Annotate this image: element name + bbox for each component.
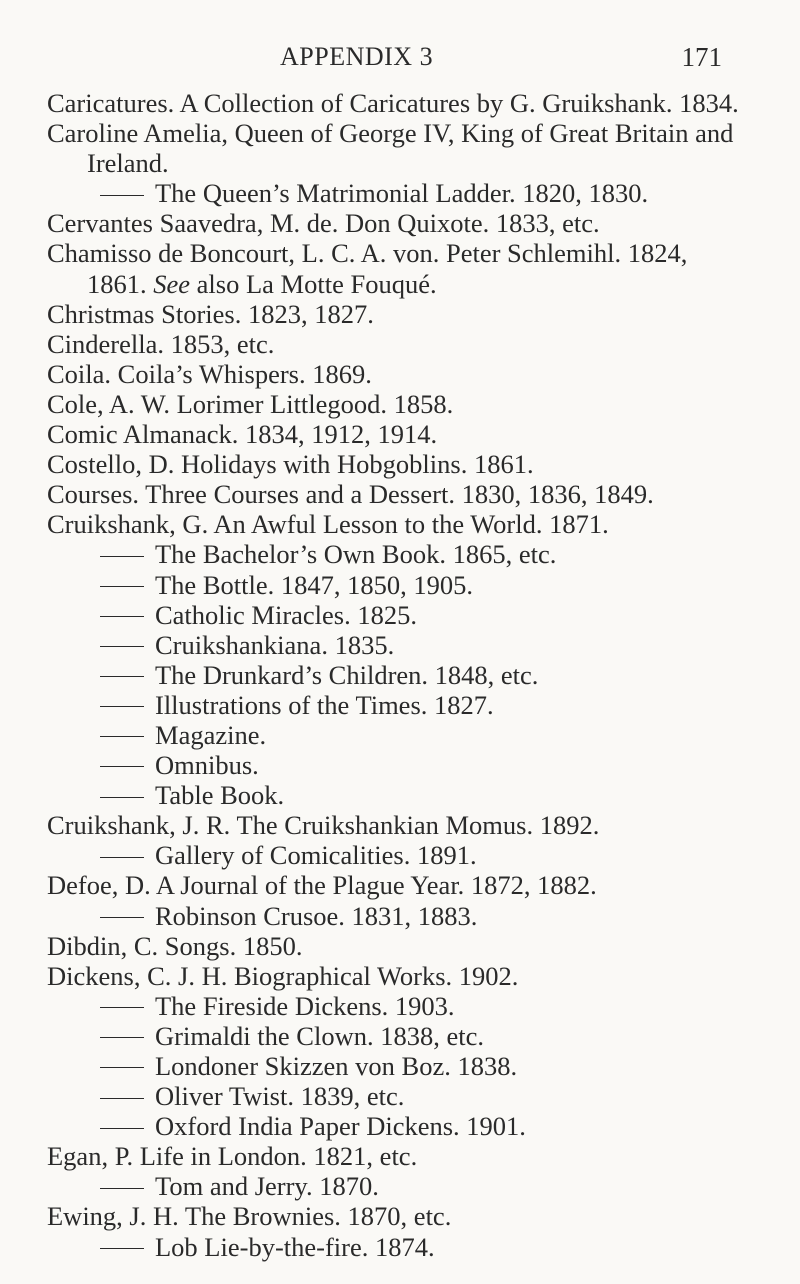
sub-entry xyxy=(47,750,747,780)
entry-text: Caricatures. A Collection of Caricatures by G. Gruikshank. 1834. xyxy=(47,88,739,118)
main-entry xyxy=(47,359,747,389)
ditto-dash xyxy=(100,195,144,196)
entry-text: Chamisso de Boncourt, L. C. A. von. Peter Schlemihl. 1824, 1861. xyxy=(47,238,688,299)
main-entry xyxy=(47,389,747,419)
entry-text: Magazine. xyxy=(155,719,267,750)
entry-text: Dibdin, C. Songs. 1850. xyxy=(47,930,303,961)
ditto-dash xyxy=(100,616,144,617)
entry-text: Christmas Stories. 1823, 1827. xyxy=(47,298,374,329)
entry-text: Table Book. xyxy=(155,780,285,811)
entry-text: Gallery of Comicalities. 1891. xyxy=(155,840,477,871)
entry-text: The Drunkard’s Children. 1848, etc. xyxy=(155,659,539,690)
ditto-dash xyxy=(100,736,144,737)
entry-text: Cervantes Saavedra, M. de. Don Quixote. 1833, etc. xyxy=(47,208,600,239)
sub-entry xyxy=(47,539,747,569)
ditto-dash xyxy=(100,586,144,587)
ditto-dash xyxy=(100,917,144,918)
entry-text: Grimaldi the Clown. 1838, etc. xyxy=(155,1020,484,1051)
main-entry xyxy=(47,118,747,178)
main-entry xyxy=(47,810,747,840)
entry-text: Cole, A. W. Lorimer Littlegood. 1858. xyxy=(47,388,454,419)
main-entry xyxy=(47,299,747,329)
ditto-dash xyxy=(100,676,144,677)
main-entry xyxy=(47,1201,747,1231)
entry-text: Oliver Twist. 1839, etc. xyxy=(155,1081,405,1112)
entry-text: Courses. Three Courses and a Dessert. 1830, 1836, 1849. xyxy=(47,479,654,510)
sub-entry xyxy=(47,1111,747,1141)
bibliography-list xyxy=(47,88,747,1262)
running-head: APPENDIX 3 xyxy=(280,42,434,71)
ditto-dash xyxy=(100,1248,144,1249)
sub-entry xyxy=(47,1051,747,1081)
entry-text: Robinson Crusoe. 1831, 1883. xyxy=(155,900,478,931)
entry-text: The Queen’s Matrimonial Ladder. 1820, 1830. xyxy=(155,178,649,209)
entry-text: Costello, D. Holidays with Hobgoblins. 1861. xyxy=(47,449,534,480)
entry-text: Ewing, J. H. The Brownies. 1870, etc. xyxy=(47,1201,452,1232)
ditto-dash xyxy=(100,797,144,798)
sub-entry xyxy=(47,901,747,931)
see-reference: See xyxy=(153,268,191,299)
ditto-dash xyxy=(100,1007,144,1008)
ditto-dash xyxy=(100,1188,144,1189)
entry-text: Comic Almanack. 1834, 1912, 1914. xyxy=(47,419,438,450)
see-reference-target: also La Motte Fouqué. xyxy=(190,268,437,299)
ditto-dash xyxy=(100,1067,144,1068)
sub-entry xyxy=(47,780,747,810)
main-entry xyxy=(47,208,747,238)
page-number: 171 xyxy=(681,42,722,72)
ditto-dash xyxy=(100,857,144,858)
sub-entry xyxy=(47,1021,747,1051)
ditto-dash xyxy=(100,706,144,707)
entry-text: Cruikshankiana. 1835. xyxy=(155,629,395,660)
entry-text: Cruikshank, G. An Awful Lesson to the World. 1871. xyxy=(47,509,609,540)
main-entry xyxy=(47,1141,747,1171)
entry-text: The Fireside Dickens. 1903. xyxy=(155,990,455,1021)
main-entry xyxy=(47,479,747,509)
sub-entry xyxy=(47,600,747,630)
main-entry xyxy=(47,931,747,961)
entry-text: Coila. Coila’s Whispers. 1869. xyxy=(47,358,372,389)
sub-entry xyxy=(47,840,747,870)
main-entry xyxy=(47,329,747,359)
sub-entry xyxy=(47,1171,747,1201)
entry-text: Dickens, C. J. H. Biographical Works. 1902. xyxy=(47,960,519,991)
ditto-dash xyxy=(100,766,144,767)
main-entry xyxy=(47,419,747,449)
main-entry xyxy=(47,88,747,118)
sub-entry xyxy=(47,660,747,690)
main-entry xyxy=(47,238,747,298)
entry-text: Omnibus. xyxy=(155,750,259,781)
ditto-dash xyxy=(100,646,144,647)
page-header xyxy=(0,42,800,82)
ditto-dash xyxy=(100,1128,144,1129)
ditto-dash xyxy=(100,1037,144,1038)
entry-text: Defoe, D. A Journal of the Plague Year. 1872, 1882. xyxy=(47,870,597,901)
entry-text: Lob Lie-by-the-fire. 1874. xyxy=(155,1231,435,1262)
sub-entry xyxy=(47,720,747,750)
sub-entry xyxy=(47,630,747,660)
entry-text: Illustrations of the Times. 1827. xyxy=(155,689,494,720)
entry-text: Oxford India Paper Dickens. 1901. xyxy=(155,1111,526,1142)
sub-entry xyxy=(47,1081,747,1111)
entry-text: Egan, P. Life in London. 1821, etc. xyxy=(47,1141,418,1172)
entry-text: Cruikshank, J. R. The Cruikshankian Momus. 1892. xyxy=(47,810,600,841)
sub-entry xyxy=(47,991,747,1021)
sub-entry xyxy=(47,570,747,600)
sub-entry xyxy=(47,178,747,208)
ditto-dash xyxy=(100,1098,144,1099)
entry-text: Caroline Amelia, Queen of George IV, King of Great Britain and Ireland. xyxy=(47,118,734,179)
sub-entry xyxy=(47,1232,747,1262)
main-entry xyxy=(47,449,747,479)
main-entry xyxy=(47,870,747,900)
entry-text: The Bachelor’s Own Book. 1865, etc. xyxy=(155,539,557,570)
entry-text: The Bottle. 1847, 1850, 1905. xyxy=(155,569,473,600)
entry-text: Cinderella. 1853, etc. xyxy=(47,328,275,359)
main-entry xyxy=(47,509,747,539)
entry-text: Catholic Miracles. 1825. xyxy=(155,599,417,630)
main-entry xyxy=(47,961,747,991)
sub-entry xyxy=(47,690,747,720)
entry-text: Londoner Skizzen von Boz. 1838. xyxy=(155,1051,518,1081)
ditto-dash xyxy=(100,556,144,557)
entry-text: Tom and Jerry. 1870. xyxy=(155,1171,379,1202)
